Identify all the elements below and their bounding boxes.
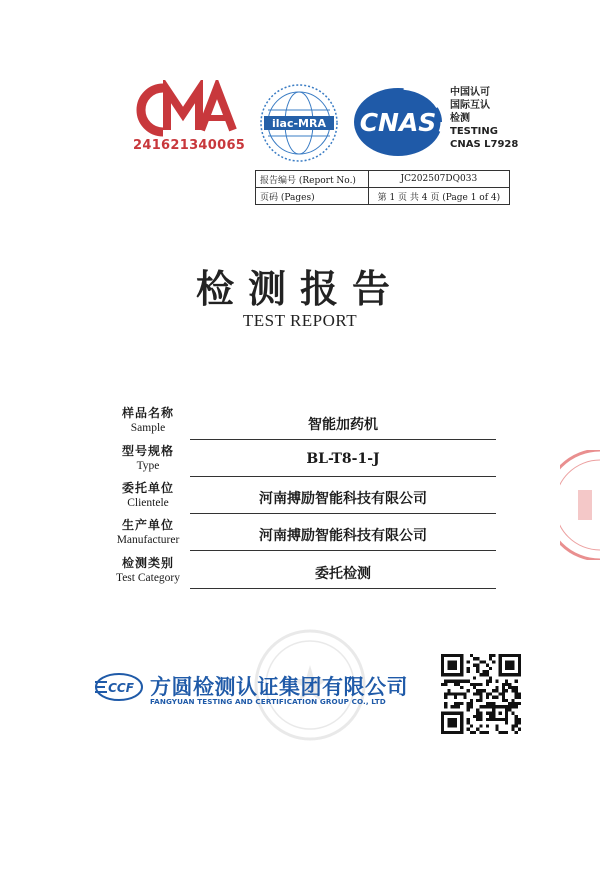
cnas-line-1: 中国认可	[450, 87, 490, 98]
test-category-label-cn: 检测类别	[121, 556, 174, 570]
sample-underline	[190, 439, 496, 440]
pages-label: 页码 (Pages)	[256, 188, 369, 205]
clientele-label-cn: 委托单位	[121, 481, 174, 495]
title-chinese: 检测报告	[195, 266, 404, 311]
clientele-underline	[190, 513, 496, 514]
ccf-mark-icon	[95, 672, 143, 702]
type-label-en: Type	[136, 460, 160, 472]
company-name-en: FANGYUAN TESTING AND CERTIFICATION GROUP CO., LTD	[150, 697, 386, 706]
test-category-label-en: Test Category	[115, 572, 181, 584]
ccf-logo-text: CCF	[108, 681, 134, 695]
ilac-globe-icon	[258, 82, 340, 164]
clientele-label-en: Clientele	[127, 497, 169, 509]
company-name-cn: 方圆检测认证集团有限公司	[150, 675, 408, 699]
cnas-line-2: 国际互认	[450, 100, 490, 111]
pages-row	[256, 188, 510, 205]
ilac-label: ilac-MRA	[272, 117, 326, 130]
sample-label	[100, 406, 196, 436]
manufacturer-label	[100, 518, 196, 548]
qr-code[interactable]	[441, 654, 521, 734]
ilac-mra-logo	[258, 82, 340, 164]
manufacturer-label-cn: 生产单位	[121, 518, 174, 532]
type-value: BL-T8-1-J	[306, 451, 380, 467]
cnas-line-4: TESTING	[450, 126, 498, 137]
report-info-table	[255, 170, 510, 205]
manufacturer-label-en: Manufacturer	[116, 534, 180, 546]
sample-label-cn: 样品名称	[121, 406, 174, 420]
cma-logo	[133, 80, 246, 160]
pages-value: 第 1 页 共 4 页 (Page 1 of 4)	[368, 188, 509, 205]
red-seal-icon	[560, 450, 600, 560]
type-label-cn: 型号规格	[121, 444, 174, 458]
ccf-logo	[95, 672, 143, 702]
cnas-logo	[352, 86, 444, 158]
cma-mark-icon	[133, 80, 243, 140]
cma-code: 241621340065	[133, 138, 246, 153]
red-seal	[560, 450, 600, 560]
type-underline	[190, 476, 496, 477]
sample-value: 智能加药机	[308, 417, 378, 433]
report-no-label: 报告编号 (Report No.)	[256, 171, 369, 188]
manufacturer-underline	[190, 550, 496, 551]
test-category-label	[100, 556, 196, 586]
cnas-line-5: CNAS L7928	[450, 139, 519, 150]
clientele-label	[100, 481, 196, 511]
cnas-accreditation-text	[450, 86, 560, 151]
cnas-label: CNAS	[359, 108, 437, 137]
title-english: TEST REPORT	[242, 311, 358, 330]
clientele-value: 河南搏励智能科技有限公司	[259, 491, 427, 507]
cnas-mark-icon	[352, 86, 444, 158]
report-no-row	[256, 171, 510, 188]
test-category-value: 委托检测	[315, 566, 371, 582]
test-category-underline	[190, 588, 496, 589]
report-no-value: JC202507DQ033	[368, 171, 509, 188]
qr-code-icon	[441, 654, 521, 734]
type-label	[100, 444, 196, 474]
manufacturer-value: 河南搏励智能科技有限公司	[259, 528, 427, 544]
cnas-line-3: 检测	[450, 113, 470, 124]
sample-label-en: Sample	[130, 422, 166, 434]
